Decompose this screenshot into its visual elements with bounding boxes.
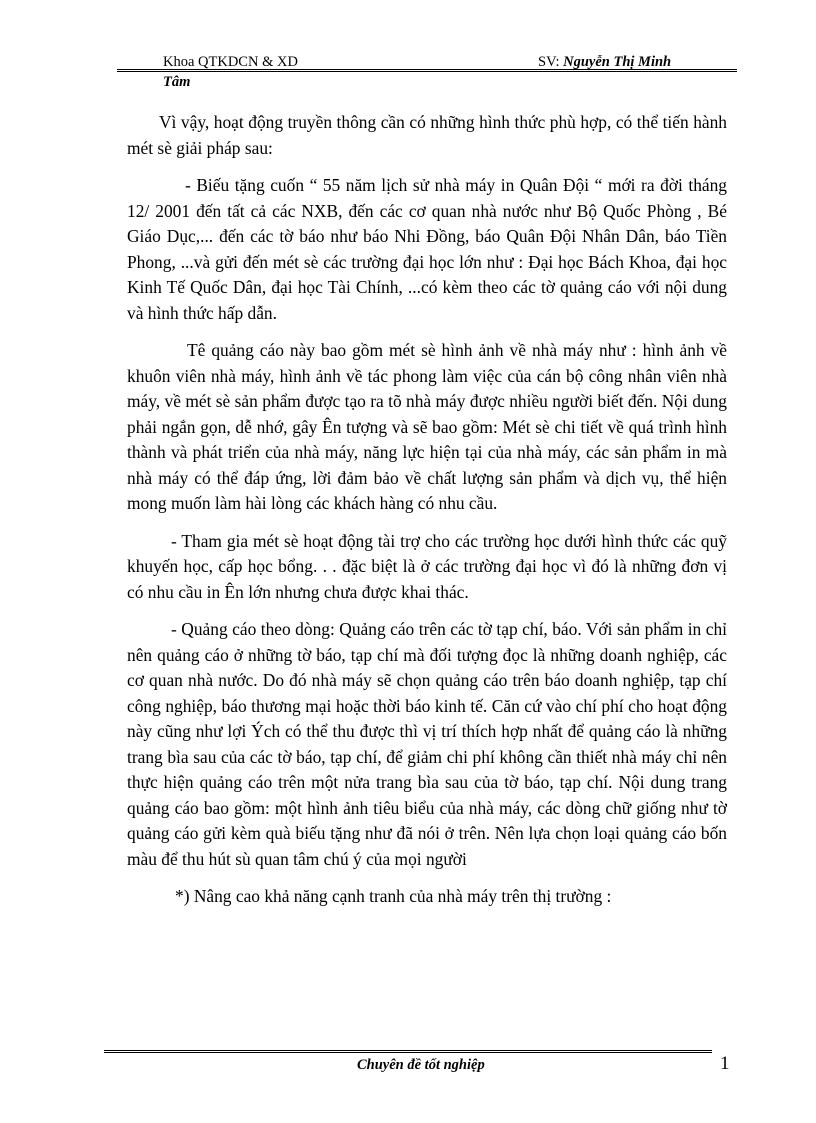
header-student-name: Nguyễn Thị Minh — [563, 54, 672, 70]
header-department: Khoa QTKDCN & XD — [163, 54, 298, 70]
page-number: 1 — [720, 1053, 730, 1074]
section-heading-competitiveness: *) Nâng cao khả năng cạnh tranh của nhà máy trên thị trường : — [175, 886, 612, 906]
document-body — [127, 110, 727, 910]
footer-title: Chuyên đề tốt nghiệp — [357, 1057, 485, 1073]
paragraph-intro: Vì vậy, hoạt động truyền thông cần có những hình thức phù hợp, có thể tiến hành mét sè giải pháp sau: — [127, 112, 727, 158]
paragraph-leaflet: Tê quảng cáo này bao gồm mét sè hình ảnh về nhà máy như : hình ảnh về khuôn viên nhà máy, hình ảnh về tác phong làm việc của cán bộ công nhân viên nhà máy, về mét sè sản phẩm được tạo ra tõ nhà máy được nhiều người biết đến. Nội dung phải ngắn gọn, dễ nhớ, gây Ên tượng và sẽ bao gồm: Mét sè chi tiết về quá trình hình thành và phát triển của nhà máy, năng lực hiện tại của nhà máy, các sản phẩm in mà nhà máy có thể đáp ứng, lời đảm bảo về chất lượng sản phẩm và dịch vụ, thể hiện mong muốn làm hài lòng các khách hàng có nhu cầu. — [127, 340, 727, 513]
footer-rule — [104, 1050, 712, 1053]
page-header — [117, 52, 737, 96]
paragraph-gift-book: - Biếu tặng cuốn “ 55 năm lịch sử nhà máy in Quân Đội “ mới ra đời tháng 12/ 2001 đến tất cả các NXB, đến các cơ quan nhà nước như Bộ Quốc Phòng , Bé Giáo Dục,... đến các tờ báo như báo Nhi Đồng, báo Quân Đội Nhân Dân, báo Tiền Phong, ...và gửi đến mét sè các trường đại học lớn như : Đại học Bách Khoa, đại học Kinh Tế Quốc Dân, đại học Tài Chính, ...có kèm theo các tờ quảng cáo với nội dung và hình thức hấp dẫn. — [127, 175, 727, 323]
paragraph-sponsorship: - Tham gia mét sè hoạt động tài trợ cho các trường học dưới hình thức các quỹ khuyến học, cấp học bổng. . . đặc biệt là ở các trường đại học vì đó là những đơn vị có nhu cầu in Ên lớn nhưng chưa được khai thác. — [127, 530, 727, 602]
header-student-prefix: SV: — [538, 54, 564, 70]
header-rule — [117, 69, 737, 72]
header-student-name-continued: Tâm — [163, 74, 191, 90]
paragraph-line-ads: - Quảng cáo theo dòng: Quảng cáo trên các tờ tạp chí, báo. Với sản phẩm in chỉ nên quảng cáo ở những tờ báo, tạp chí mà đối tượng đọc là những doanh nghiệp, các cơ quan nhà nước. Do đó nhà máy sẽ chọn quảng cáo trên báo doanh nghiệp, tạp chí công nghiệp, báo thương mại hoặc thời báo kinh tế. Căn cứ vào chí phí cho hoạt động này cũng như lợi Ých có thể thu được thì vị trí thích hợp nhất để quảng cáo là những trang bìa sau của các tờ báo, tạp chí, để giảm chi phí không cần thiết nhà máy chỉ nên thực hiện quảng cáo trên một nửa trang bìa sau của tờ báo, tạp chí. Nội dung trang quảng cáo bao gồm: một hình ảnh tiêu biểu của nhà máy, các dòng chữ giống như tờ quảng cáo gửi kèm quà biếu tặng như đã nói ở trên. Nên lựa chọn loại quảng cáo bốn màu để thu hút sù quan tâm chú ý của mọi người — [127, 619, 727, 869]
